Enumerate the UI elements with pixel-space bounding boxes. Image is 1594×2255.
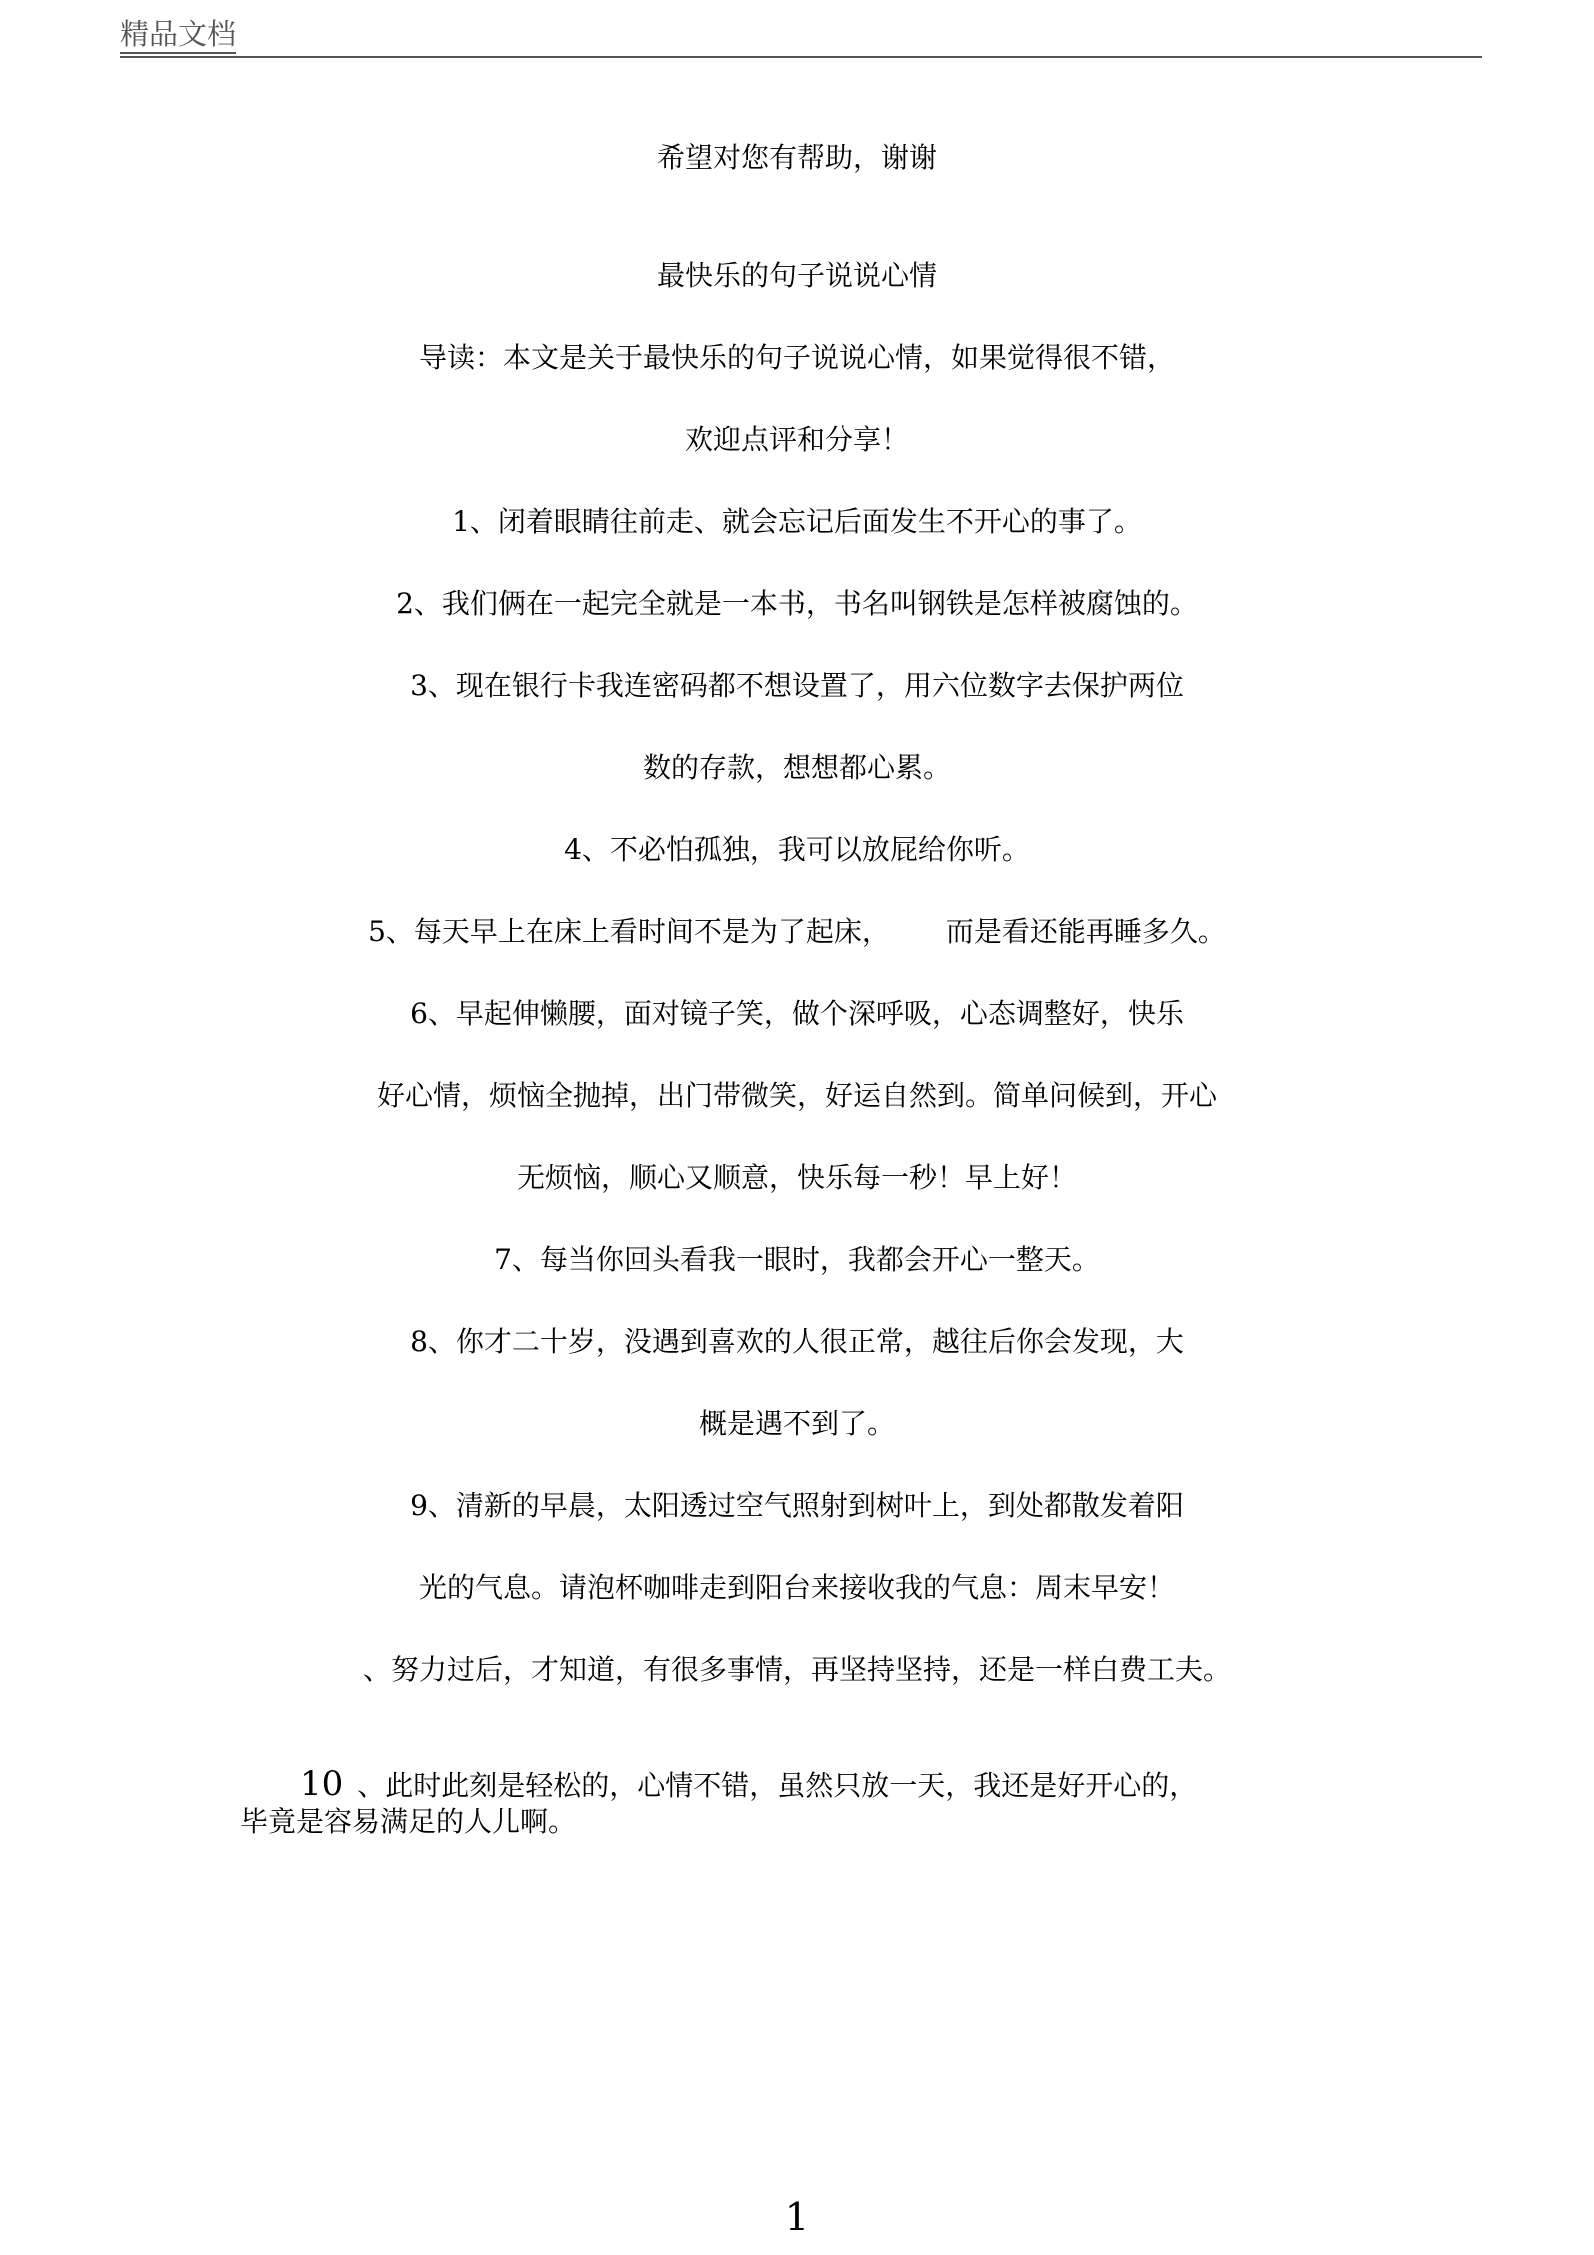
item-10-number: 10: [300, 1764, 344, 1804]
item-7: 7、每当你回头看我一眼时，我都会开心一整天。: [494, 1243, 1100, 1276]
item-1: 1、闭着眼睛往前走、就会忘记后面发生不开心的事了。: [452, 505, 1142, 538]
item-6-line-1: 6、早起伸懒腰，面对镜子笑，做个深呼吸，心态调整好，快乐: [410, 997, 1184, 1030]
item-9-line-2: 光的气息。请泡杯咖啡走到阳台来接收我的气息：周末早安！: [418, 1571, 1175, 1604]
item-5: [0, 912, 1594, 952]
item-2: 2、我们俩在一起完全就是一本书，书名叫钢铁是怎样被腐蚀的。: [396, 587, 1198, 620]
item-9-line-1: 9、清新的早晨，太阳透过空气照射到树叶上，到处都散发着阳: [410, 1489, 1184, 1522]
item-4: 4、不必怕孤独，我可以放屁给你听。: [564, 833, 1030, 866]
item-3-line-2: 数的存款，想想都心累。: [642, 751, 951, 784]
item-10: [240, 1766, 1320, 1840]
item-3-line-1: 3、现在银行卡我连密码都不想设置了，用六位数字去保护两位: [410, 669, 1184, 702]
item-6-line-2: 好心情，烦恼全抛掉，出门带微笑，好运自然到。简单问候到，开心: [376, 1079, 1217, 1112]
document-title: 最快乐的句子说说心情: [656, 259, 937, 292]
item-10-line-1: 、此时此刻是轻松的，心情不错，虽然只放一天，我还是好开心的，: [357, 1769, 1198, 1802]
item-8-line-1: 8、你才二十岁，没遇到喜欢的人很正常，越往后你会发现，大: [410, 1325, 1184, 1358]
item-effort: 、努力过后，才知道，有很多事情，再坚持坚持，还是一样白费工夫。: [362, 1653, 1231, 1686]
item-5-part-1: 5、每天早上在床上看时间不是为了起床，: [368, 915, 890, 948]
page-header: [120, 16, 1482, 58]
item-5-part-2: 而是看还能再睡多久。: [945, 915, 1226, 948]
item-8-line-2: 概是遇不到了。: [698, 1407, 895, 1440]
greeting-line: 希望对您有帮助，谢谢: [656, 141, 937, 174]
intro-line-1: 导读：本文是关于最快乐的句子说说心情，如果觉得很不错，: [418, 341, 1175, 374]
item-10-line-2: 毕竟是容易满足的人儿啊。: [240, 1805, 577, 1838]
intro-line-2: 欢迎点评和分享！: [684, 423, 909, 456]
header-label: 精品文档: [120, 16, 236, 54]
item-6-line-3: 无烦恼，顺心又顺意，快乐每一秒！早上好！: [516, 1161, 1077, 1194]
page-number: 1: [784, 2195, 810, 2239]
